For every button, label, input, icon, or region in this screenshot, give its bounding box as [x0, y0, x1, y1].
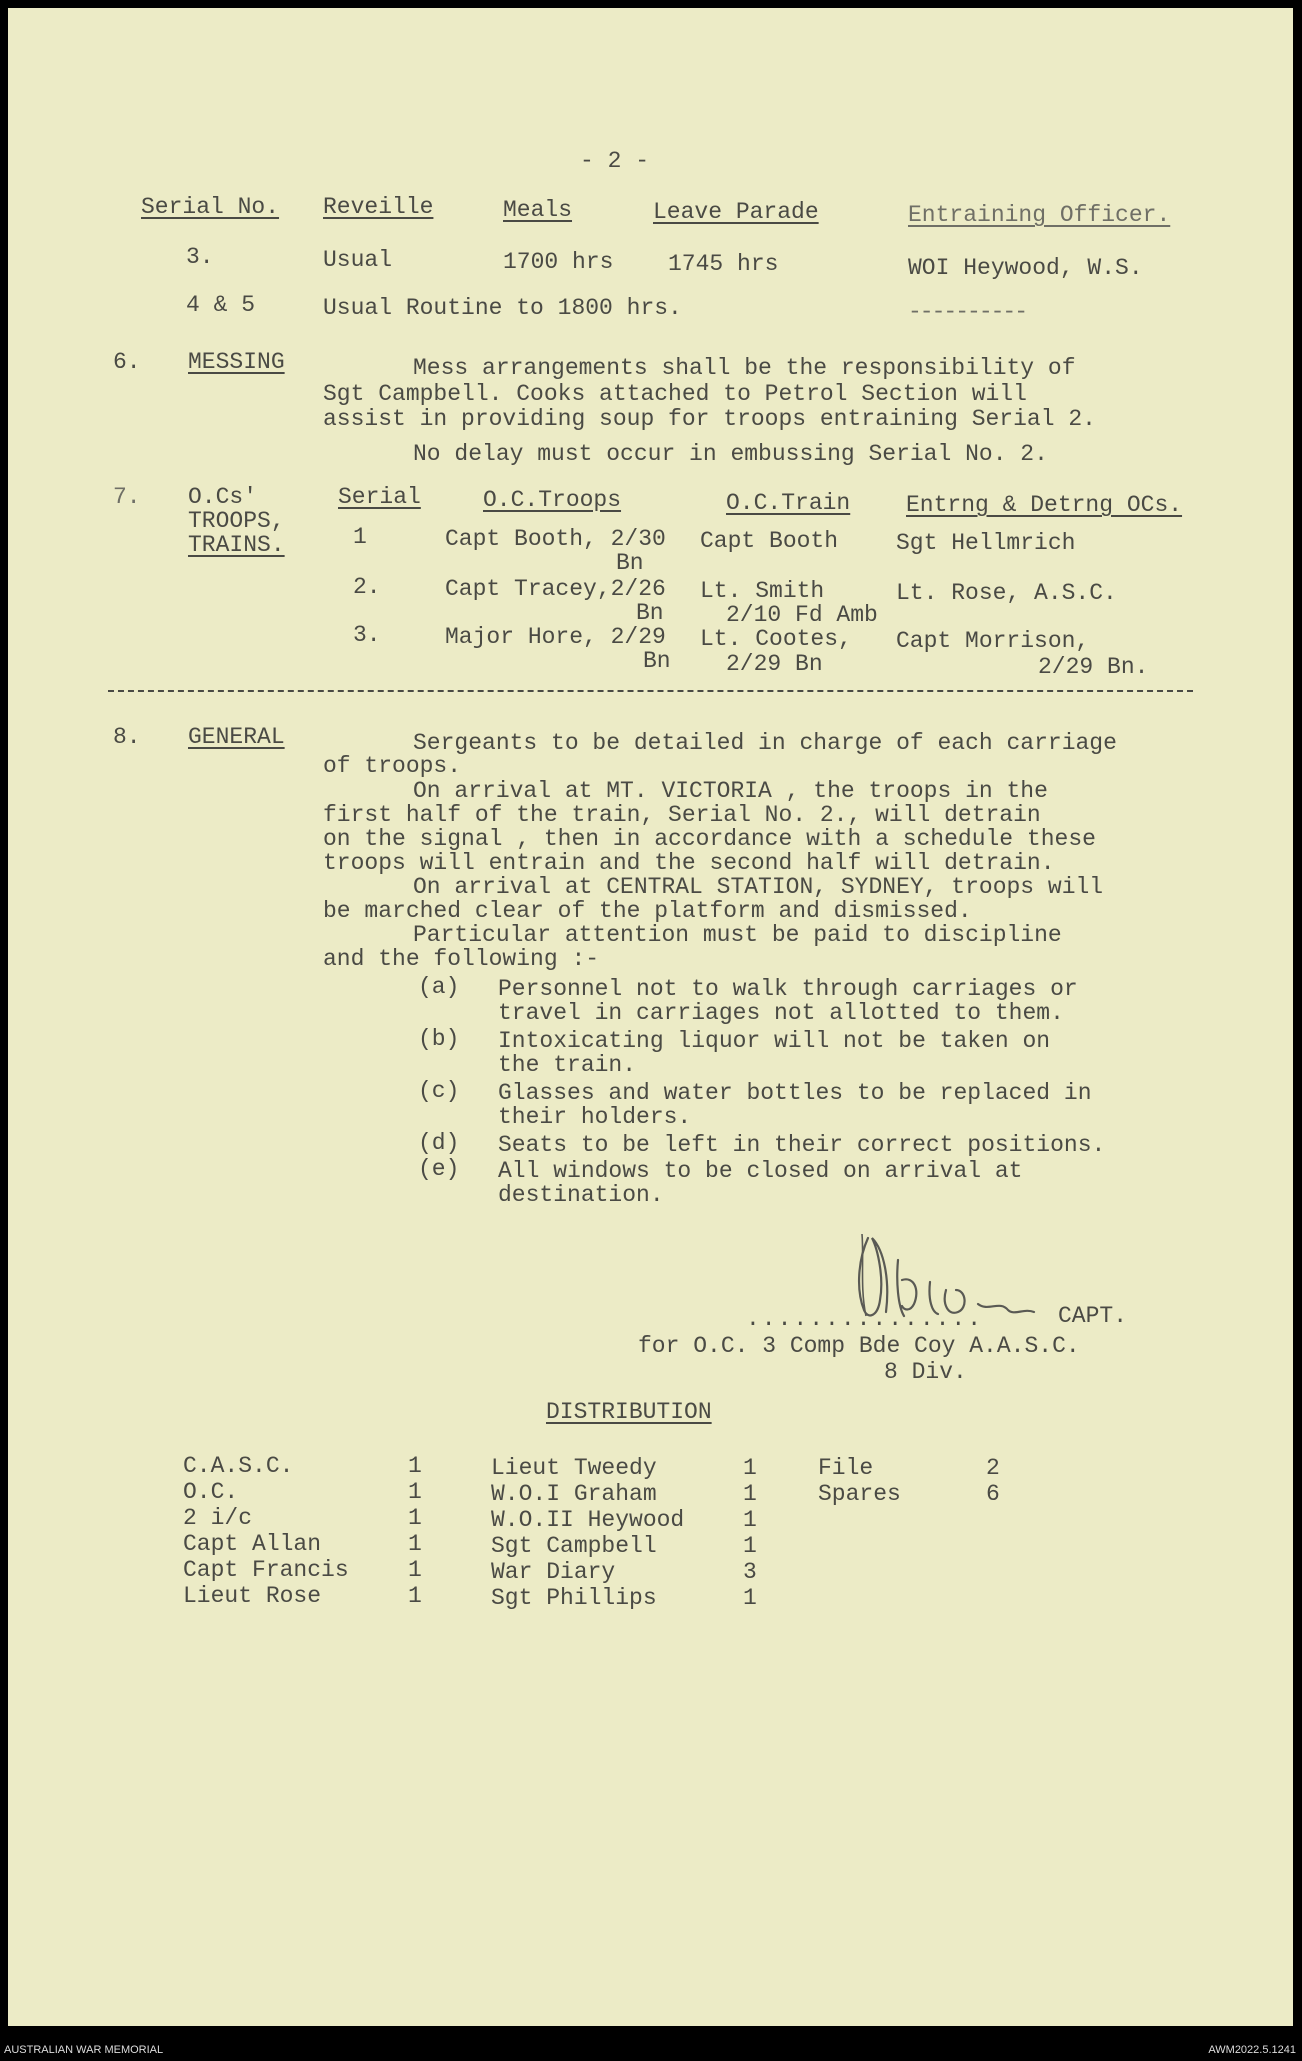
general-item-label: (c) [418, 1078, 460, 1104]
distribution-name: C.A.S.C. [183, 1453, 294, 1479]
distribution-qty: 3 [743, 1559, 757, 1585]
distribution-qty: 2 [986, 1455, 1000, 1481]
header-reveille: Reveille [323, 194, 434, 220]
distribution-qty: 1 [408, 1557, 422, 1583]
ocs-row-serial: 3. [353, 622, 381, 648]
messing-line: Mess arrangements shall be the responsibility of [413, 355, 1076, 381]
signature-line-1: for O.C. 3 Comp Bde Coy A.A.S.C. [638, 1333, 1080, 1359]
footer-left: AUSTRALIAN WAR MEMORIAL [4, 2044, 164, 2056]
ocs-row-troops: Capt Tracey,2/26 [445, 576, 666, 602]
schedule-row-reveille: Usual Routine to 1800 hrs. [323, 295, 682, 321]
section-divider [108, 690, 1193, 692]
general-item-label: (d) [418, 1130, 460, 1156]
ocs-row-entr-unit: 2/29 Bn. [1038, 654, 1149, 680]
distribution-name: W.O.II Heywood [491, 1507, 685, 1533]
ocs-row-serial: 2. [353, 574, 381, 600]
distribution-qty: 1 [408, 1583, 422, 1609]
ocs-row-troops-unit: Bn [643, 648, 671, 674]
general-item-label: (e) [418, 1156, 460, 1182]
general-item-line: destination. [498, 1182, 664, 1208]
section-number: 8. [113, 724, 141, 750]
ocs-row-troops: Major Hore, 2/29 [445, 624, 666, 650]
ocs-row-train-unit: 2/29 Bn [726, 651, 823, 677]
general-line: On arrival at MT. VICTORIA , the troops in the [413, 778, 1048, 804]
header-leave-parade: Leave Parade [653, 199, 819, 225]
general-item-line: the train. [498, 1052, 637, 1078]
general-item-line: Glasses and water bottles to be replaced in [498, 1080, 1092, 1106]
general-item-label: (b) [418, 1026, 460, 1052]
ocs-row-troops: Capt Booth, 2/30 [445, 526, 666, 552]
section-heading-ocs: TRAINS. [188, 532, 285, 558]
distribution-heading: DISTRIBUTION [546, 1399, 712, 1425]
general-line: of troops. [323, 753, 462, 779]
distribution-name: Spares [818, 1481, 901, 1507]
ocs-row-train: Lt. Smith [700, 578, 825, 604]
section-heading-messing: MESSING [188, 349, 285, 375]
general-item-line: Personnel not to walk through carriages or [498, 976, 1078, 1002]
distribution-qty: 1 [743, 1455, 757, 1481]
page-number: - 2 - [580, 148, 650, 174]
ocs-header-train: O.C.Train [726, 490, 851, 516]
general-item-line: All windows to be closed on arrival at [498, 1158, 1023, 1184]
document-page [8, 8, 1293, 2026]
distribution-name: Capt Allan [183, 1531, 322, 1557]
schedule-row-meals: 1700 hrs [503, 249, 614, 275]
ocs-row-train-unit: 2/10 Fd Amb [726, 602, 878, 628]
ocs-row-troops-unit: Bn [616, 550, 644, 576]
ocs-row-entr: Sgt Hellmrich [896, 530, 1076, 556]
header-serial-no: Serial No. [141, 194, 280, 220]
general-item-label: (a) [418, 974, 460, 1000]
general-line: On arrival at CENTRAL STATION, SYDNEY, troops will [413, 874, 1104, 900]
ocs-header-troops: O.C.Troops [483, 487, 622, 513]
messing-line: assist in providing soup for troops entraining Serial 2. [323, 406, 1096, 432]
header-entraining-officer: Entraining Officer. [908, 202, 1171, 228]
signature-line-2: 8 Div. [884, 1359, 967, 1385]
ocs-row-entr: Capt Morrison, [896, 628, 1090, 654]
distribution-name: War Diary [491, 1559, 616, 1585]
distribution-qty: 1 [743, 1507, 757, 1533]
footer-right: AWM2022.5.1241 [1208, 2044, 1296, 2056]
distribution-qty: 1 [743, 1533, 757, 1559]
distribution-qty: 1 [743, 1585, 757, 1611]
general-line: and the following :- [323, 946, 600, 972]
section-heading-general: GENERAL [188, 724, 285, 750]
distribution-qty: 1 [408, 1453, 422, 1479]
ocs-row-serial: 1 [353, 524, 367, 550]
header-meals: Meals [503, 197, 573, 223]
ocs-header-entrng: Entrng & Detrng OCs. [906, 492, 1183, 518]
ocs-row-troops-unit: Bn [636, 600, 664, 626]
distribution-name: Lieut Tweedy [491, 1455, 657, 1481]
distribution-qty: 6 [986, 1481, 1000, 1507]
general-line: be marched clear of the platform and dismissed. [323, 898, 972, 924]
distribution-name: File [818, 1455, 874, 1481]
distribution-qty: 1 [408, 1479, 422, 1505]
distribution-qty: 1 [743, 1481, 757, 1507]
general-item-line: Intoxicating liquor will not be taken on [498, 1028, 1051, 1054]
messing-line: No delay must occur in embussing Serial No. 2. [413, 441, 1048, 467]
section-number: 6. [113, 349, 141, 375]
schedule-row-leave: 1745 hrs [668, 251, 779, 277]
distribution-name: Capt Francis [183, 1557, 349, 1583]
distribution-name: W.O.I Graham [491, 1481, 657, 1507]
schedule-row-reveille: Usual [323, 247, 393, 273]
general-item-line: travel in carriages not allotted to them. [498, 1000, 1064, 1026]
general-line: first half of the train, Serial No. 2., will detrain [323, 802, 1041, 828]
section-heading-ocs: O.Cs' [188, 484, 258, 510]
distribution-name: Sgt Phillips [491, 1585, 657, 1611]
general-line: troops will entrain and the second half will detrain. [323, 850, 1055, 876]
section-heading-ocs: TROOPS, [188, 508, 285, 534]
distribution-name: O.C. [183, 1479, 239, 1505]
schedule-row-officer: ---------- [908, 299, 1027, 325]
general-line: Particular attention must be paid to discipline [413, 922, 1062, 948]
distribution-qty: 1 [408, 1505, 422, 1531]
messing-line: Sgt Campbell. Cooks attached to Petrol Section will [323, 381, 1027, 407]
section-number: 7. [113, 484, 141, 510]
general-item-line: Seats to be left in their correct positions. [498, 1132, 1106, 1158]
distribution-qty: 1 [408, 1531, 422, 1557]
signature-dots: ............... [746, 1306, 984, 1332]
signature-rank: CAPT. [1058, 1303, 1128, 1329]
general-line: on the signal , then in accordance with a schedule these [323, 826, 1096, 852]
general-item-line: their holders. [498, 1104, 692, 1130]
ocs-row-train: Capt Booth [700, 528, 839, 554]
ocs-header-serial: Serial [338, 484, 421, 510]
ocs-row-entr: Lt. Rose, A.S.C. [896, 580, 1117, 606]
distribution-name: Sgt Campbell [491, 1533, 657, 1559]
schedule-row-serial: 4 & 5 [186, 292, 256, 318]
distribution-name: Lieut Rose [183, 1583, 322, 1609]
schedule-row-serial: 3. [186, 244, 214, 270]
distribution-name: 2 i/c [183, 1505, 253, 1531]
general-line: Sergeants to be detailed in charge of each carriage [413, 730, 1117, 756]
schedule-row-officer: WOI Heywood, W.S. [908, 255, 1143, 281]
ocs-row-train: Lt. Cootes, [700, 626, 852, 652]
